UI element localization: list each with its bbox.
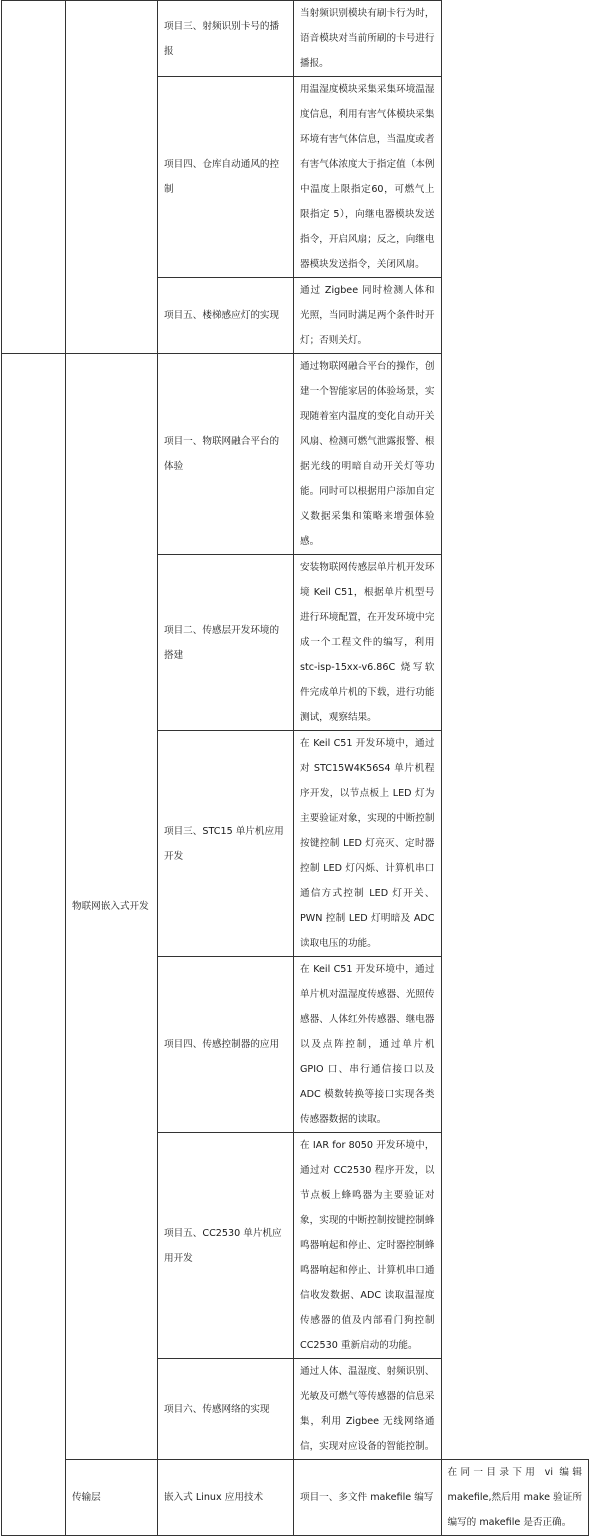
description-cell: 在 IAR for 8050 开发环境中，通过对 CC2530 程序开发，以节点板上蜂鸣器为主要验证对象，实现的中断控制按键控制蜂鸣器响起和停止、定时器控制蜂鸣器响起和停止、计算机串口通信收发数据、ADC 读取温湿度传感器的值及内部看门狗控制 CC2530 重新启动的功能。 (294, 1133, 442, 1359)
project-cell: 项目四、传感控制器的应用 (158, 957, 294, 1133)
layer-cell (2, 1, 66, 354)
project-cell: 项目三、射频识别卡号的播报 (158, 1, 294, 77)
course-cell: 物联网嵌入式开发 (66, 354, 158, 1460)
description-cell: 安装物联网传感层单片机开发环境 Keil C51，根据单片机型号进行环境配置，在开发环境中完成一个工程文件的编写，利用 stc-isp-15xx-v6.86C 烧写软件完成单片机的下载，进行功能测试，观察结果。 (294, 555, 442, 731)
table-row (2, 354, 589, 555)
layer-cell (2, 354, 66, 1536)
description-cell: 通过人体、温湿度、射频识别、光敏及可燃气等传感器的信息采集，利用 Zigbee 无线网络通信，实现对应设备的智能控制。 (294, 1359, 442, 1460)
project-cell: 项目四、仓库自动通风的控制 (158, 77, 294, 278)
description-cell: 用温湿度模块采集采集环境温湿度信息，利用有害气体模块采集环境有害气体信息，当温度或者有害气体浓度大于指定值（本例中温度上限指定60，可燃气上限指定 5），向继电器模块发送指令，开启风扇；反之，向继电器模块发送指令，关闭风扇。 (294, 77, 442, 278)
table-row (2, 1460, 589, 1536)
project-cell: 项目三、STC15 单片机应用开发 (158, 731, 294, 957)
course-cell: 嵌入式 Linux 应用技术 (158, 1460, 294, 1536)
project-cell: 项目二、传感层开发环境的搭建 (158, 555, 294, 731)
description-cell: 通过物联网融合平台的操作，创建一个智能家居的体验场景，实现随着室内温度的变化自动开关风扇、检测可燃气泄露报警、根据光线的明暗自动开关灯等功能。同时可以根据用户添加自定义数据采集和策略来增强体验感。 (294, 354, 442, 555)
description-cell: 通过 Zigbee 同时检测人体和光照，当同时满足两个条件时开灯；否则关灯。 (294, 278, 442, 354)
project-cell: 项目五、楼梯感应灯的实现 (158, 278, 294, 354)
project-cell: 项目六、传感网络的实现 (158, 1359, 294, 1460)
description-cell: 在 Keil C51 开发环境中，通过单片机对温湿度传感器、光照传感器、人体红外传感器、继电器以及点阵控制，通过单片机 GPIO 口、串行通信接口以及 ADC 模数转换等接口实现各类传感器数据的读取。 (294, 957, 442, 1133)
layer-cell: 传输层 (66, 1460, 158, 1536)
project-cell: 项目五、CC2530 单片机应用开发 (158, 1133, 294, 1359)
description-cell: 在 Keil C51 开发环境中，通过对 STC15W4K56S4 单片机程序开发，以节点板上 LED 灯为主要验证对象，实现的中断控制按键控制 LED 灯亮灭、定时器控制 LED 灯闪烁、计算机串口通信方式控制 LED 灯开关、PWN 控制 LED 灯明暗及 ADC 读取电压的功能。 (294, 731, 442, 957)
curriculum-table (1, 0, 589, 1536)
course-cell (66, 1, 158, 354)
table-row (2, 1, 589, 77)
description-cell: 在同一目录下用 vi 编辑 makefile,然后用 make 验证所编写的 makefile 是否正确。 (441, 1460, 589, 1536)
project-cell: 项目一、物联网融合平台的体验 (158, 354, 294, 555)
project-cell: 项目一、多文件 makefile 编写 (294, 1460, 442, 1536)
description-cell: 当射频识别模块有刷卡行为时，语音模块对当前所刷的卡号进行播报。 (294, 1, 442, 77)
